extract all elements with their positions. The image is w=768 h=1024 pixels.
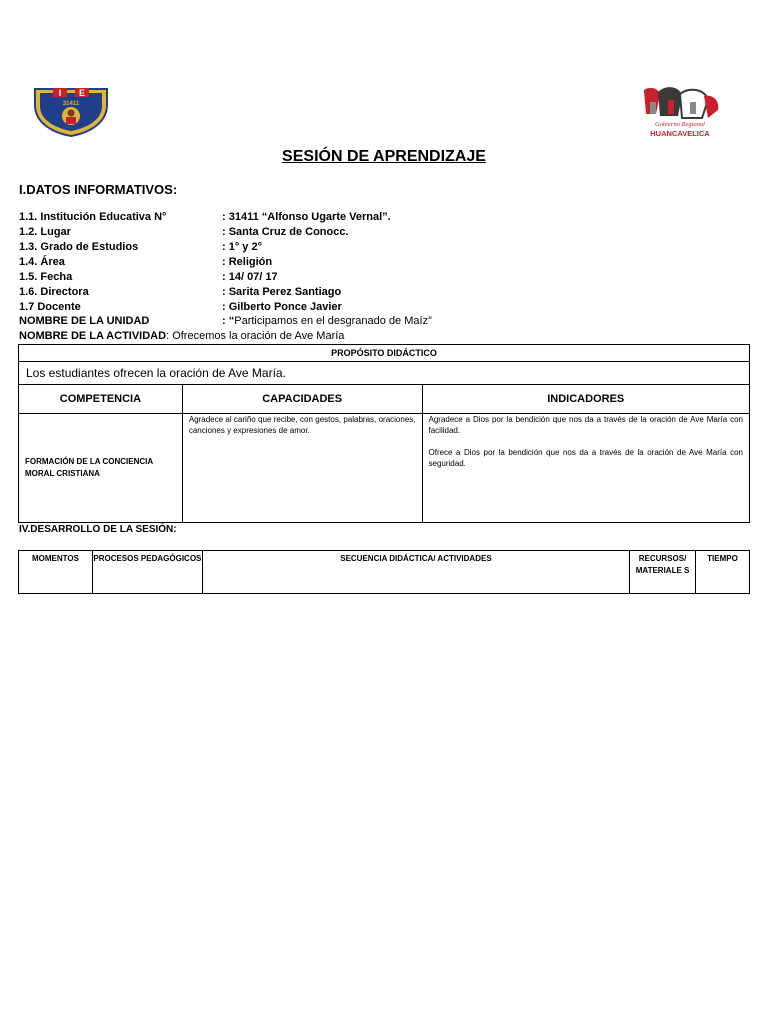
logo-text-bottom: HUANCAVELICA [650, 129, 710, 138]
info-value: : 31411 “Alfonso Ugarte Vernal”. [222, 211, 391, 223]
header-procesos: PROCESOS PEDAGÓGICOS [92, 551, 202, 594]
logo-letter-i: I [58, 88, 62, 98]
competencias-table [18, 344, 750, 523]
info-value: : Gilberto Ponce Javier [222, 301, 342, 313]
info-value: : 14/ 07/ 17 [222, 271, 278, 283]
section-datos-informativos: I.DATOS INFORMATIVOS: [19, 182, 178, 197]
info-value: : Santa Cruz de Conocc. [222, 226, 349, 238]
header-indicadores: INDICADORES [422, 385, 750, 414]
info-label: 1.7 Docente [19, 301, 81, 313]
logo-text-top: Gobierno Regional [654, 121, 706, 128]
indicador-item: Ofrece a Dios por la bendición que nos da a través de la oración de Ave María con seguridad. [428, 448, 743, 468]
info-label: 1.3. Grado de Estudios [19, 241, 139, 253]
logo-number: 31411 [62, 101, 80, 107]
proposito-value: Los estudiantes ofrecen la oración de Ave María. [19, 362, 750, 385]
page-title: SESIÓN DE APRENDIZAJE [282, 148, 486, 165]
info-label: 1.1. Institución Educativa N° [19, 211, 167, 223]
info-value: : Religión [222, 256, 273, 268]
header-capacidades: CAPACIDADES [182, 385, 422, 414]
desarrollo-table [18, 550, 750, 594]
info-label: 1.4. Área [19, 256, 65, 268]
unit-label: NOMBRE DE LA UNIDAD [19, 315, 150, 327]
unit-value-wrapper [222, 315, 432, 327]
unit-value: Participamos en el desgranado de Maíz” [234, 315, 432, 327]
indicadores-cell [422, 414, 750, 523]
info-label: 1.5. Fecha [19, 271, 73, 283]
info-label: 1.2. Lugar [19, 226, 71, 238]
capacidades-cell: Agradece al cariño que recibe, con gestos, palabras, oraciones, canciones y expresiones de amor. [182, 414, 422, 523]
regional-government-logo [636, 84, 724, 142]
info-value: : Sarita Perez Santiago [222, 286, 342, 298]
header-competencia: COMPETENCIA [19, 385, 183, 414]
info-value: : 1° y 2° [222, 241, 262, 253]
logo-letter-e: E [78, 88, 86, 98]
header-momentos: MOMENTOS [19, 551, 93, 594]
header-secuencia: SECUENCIA DIDÁCTICA/ ACTIVIDADES [202, 551, 629, 594]
activity-row [19, 330, 344, 342]
unit-prefix: : “ [222, 315, 235, 327]
header-tiempo: TIEMPO [696, 551, 750, 594]
school-logo [33, 85, 109, 137]
activity-label: NOMBRE DE LA ACTIVIDAD [19, 330, 167, 342]
proposito-header: PROPÓSITO DIDÁCTICO [19, 345, 750, 362]
indicador-item: Agradece a Dios por la bendición que nos da a través de la oración de Ave María con facilidad. [428, 415, 743, 435]
info-label: 1.6. Directora [19, 286, 89, 298]
competencia-cell: FORMACIÓN DE LA CONCIENCIA MORAL CRISTIANA [19, 414, 183, 523]
section-desarrollo: IV.DESARROLLO DE LA SESIÓN: [19, 524, 177, 535]
activity-value: : Ofrecemos la oración de Ave María [166, 330, 345, 342]
header-recursos: RECURSOS/ MATERIALE S [630, 551, 696, 594]
